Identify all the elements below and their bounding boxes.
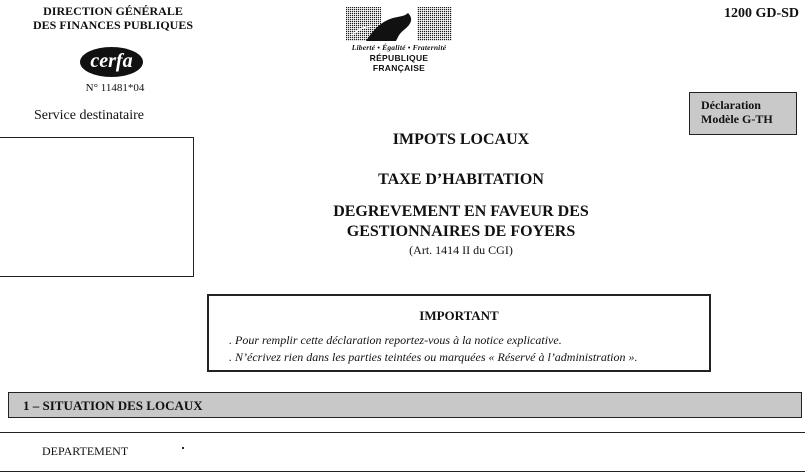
important-title: IMPORTANT [419,308,499,323]
recipient-address-box[interactable] [0,137,194,277]
form-code: 1200 GD-SD [723,6,799,21]
model-line-1: Déclaration [701,98,761,112]
important-notice-box [207,294,711,372]
model-badge [689,92,797,135]
departement-field-marker[interactable] [182,447,184,449]
title-degrevement-line-2: GESTIONNAIRES DE FOYERS [346,223,576,240]
title-impots-locaux: IMPOTS LOCAUX [392,131,530,148]
model-line-2: Modèle G-TH [701,112,773,126]
service-label: Service destinataire [34,108,145,123]
title-degrevement-line-1: DEGREVEMENT EN FAVEUR DES [333,203,589,220]
org-line-2: DES FINANCES PUBLIQUES [32,18,194,32]
issuing-authority [18,4,208,32]
marianne-logo [346,7,452,41]
cerfa-logo: cerfa [80,47,143,77]
org-line-1: DIRECTION GÉNÉRALE [43,4,183,18]
notice-line-2: . N’écrivez rien dans les parties teintées ou marquées « Réservé à l’administration ». [229,350,638,364]
legal-article: (Art. 1414 II du CGI) [409,243,513,257]
notice-line-1: . Pour remplir cette déclaration reportez-vous à la notice explicative. [229,333,562,347]
title-taxe-habitation: TAXE D’HABITATION [378,171,544,188]
republique-francaise: RÉPUBLIQUE FRANÇAISE [369,53,429,73]
section-1-header: 1 – SITUATION DES LOCAUX [8,392,802,418]
republic-motto: Liberté • Égalité • Fraternité [351,43,447,52]
departement-label: DEPARTEMENT [42,444,129,458]
title-degrevement [261,202,661,242]
cerfa-number: N° 11481*04 [85,82,145,94]
